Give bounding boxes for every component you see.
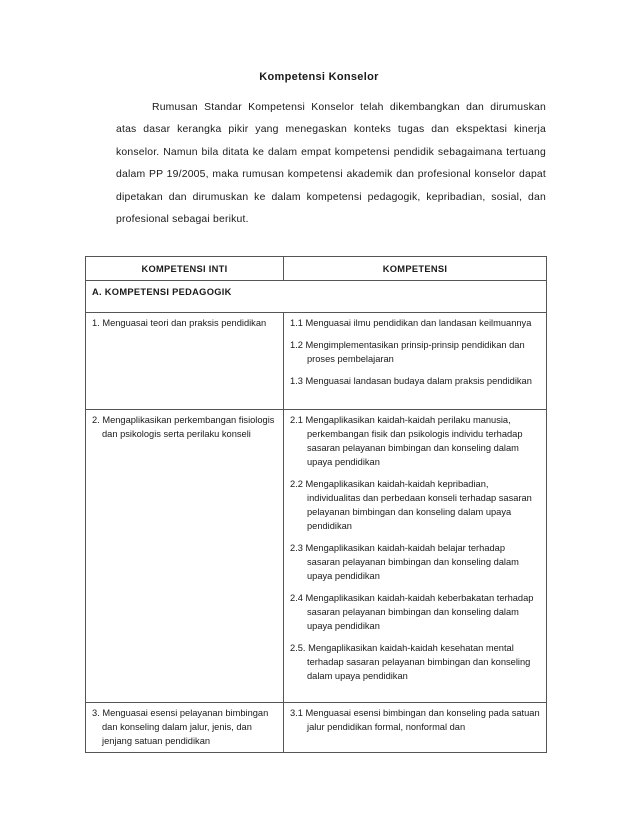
kompetensi-item: 3.1 Menguasai esensi bimbingan dan konseling pada satuan jalur pendidikan formal, nonformal dan — [290, 708, 540, 732]
kompetensi-item: 2.5. Mengaplikasikan kaidah-kaidah kesehatan mental terhadap sasaran pelayanan bimbingan dan konseling dalam upaya pendidikan — [290, 643, 531, 681]
kompetensi-cell — [284, 410, 547, 703]
kompetensi-item: 1.3 Menguasai landasan budaya dalam praksis pendidikan — [290, 376, 532, 386]
section-row — [86, 281, 547, 313]
header-kompetensi-inti: KOMPETENSI INTI — [86, 257, 284, 281]
kompetensi-item: 1.2 Mengimplementasikan prinsip-prinsip pendidikan dan proses pembelajaran — [290, 340, 525, 364]
section-pedagogik: A. KOMPETENSI PEDAGOGIK — [86, 281, 547, 313]
competency-table — [85, 256, 547, 753]
table-header-row — [86, 257, 547, 281]
kompetensi-item: 2.1 Mengaplikasikan kaidah-kaidah perilaku manusia, perkembangan fisik dan psikologis individu terhadap sasaran pelayanan bimbingan dan konseling dalam upaya pendidikan — [290, 415, 523, 467]
kompetensi-item: 2.4 Mengaplikasikan kaidah-kaidah keberbakatan terhadap sasaran pelayanan bimbingan dan konseling dalam upaya pendidikan — [290, 593, 534, 631]
inti-text: 3. Menguasai esensi pelayanan bimbingan dan konseling dalam jalur, jenis, dan jenjang satuan pendidikan — [92, 708, 269, 746]
intro-paragraph: Rumusan Standar Kompetensi Konselor telah dikembangkan dan dirumuskan atas dasar kerangka pikir yang menegaskan konteks tugas dan ekspektasi kinerja konselor. Namun bila ditata ke dalam empat kompetensi pendidik sebagaimana tertuang dalam PP 19/2005, maka rumusan kompetensi akademik dan profesional konselor dapat dipetakan dan dirumuskan ke dalam kompetensi pedagogik, kepribadian, sosial, dan profesional sebagai berikut. — [116, 102, 546, 226]
table-row — [86, 410, 547, 703]
kompetensi-cell — [284, 313, 547, 410]
table-row — [86, 703, 547, 753]
inti-text: 1. Menguasai teori dan praksis pendidikan — [92, 318, 267, 328]
inti-text: 2. Mengaplikasikan perkembangan fisiologis dan psikologis serta perilaku konseli — [92, 415, 275, 439]
inti-cell — [86, 410, 284, 703]
header-kompetensi: KOMPETENSI — [284, 257, 547, 281]
kompetensi-cell — [284, 703, 547, 753]
table-row — [86, 313, 547, 410]
inti-cell — [86, 313, 284, 410]
kompetensi-item: 2.2 Mengaplikasikan kaidah-kaidah kepribadian, individualitas dan perbedaan konseli terhadap sasaran pelayanan bimbingan dan konseling dalam upaya pendidikan — [290, 479, 532, 531]
page-title: Kompetensi Konselor — [259, 71, 379, 83]
inti-cell — [86, 703, 284, 753]
kompetensi-item: 1.1 Menguasai ilmu pendidikan dan landasan keilmuannya — [290, 318, 532, 328]
kompetensi-item: 2.3 Mengaplikasikan kaidah-kaidah belajar terhadap sasaran pelayanan bimbingan dan konseling dalam upaya pendidikan — [290, 543, 519, 581]
